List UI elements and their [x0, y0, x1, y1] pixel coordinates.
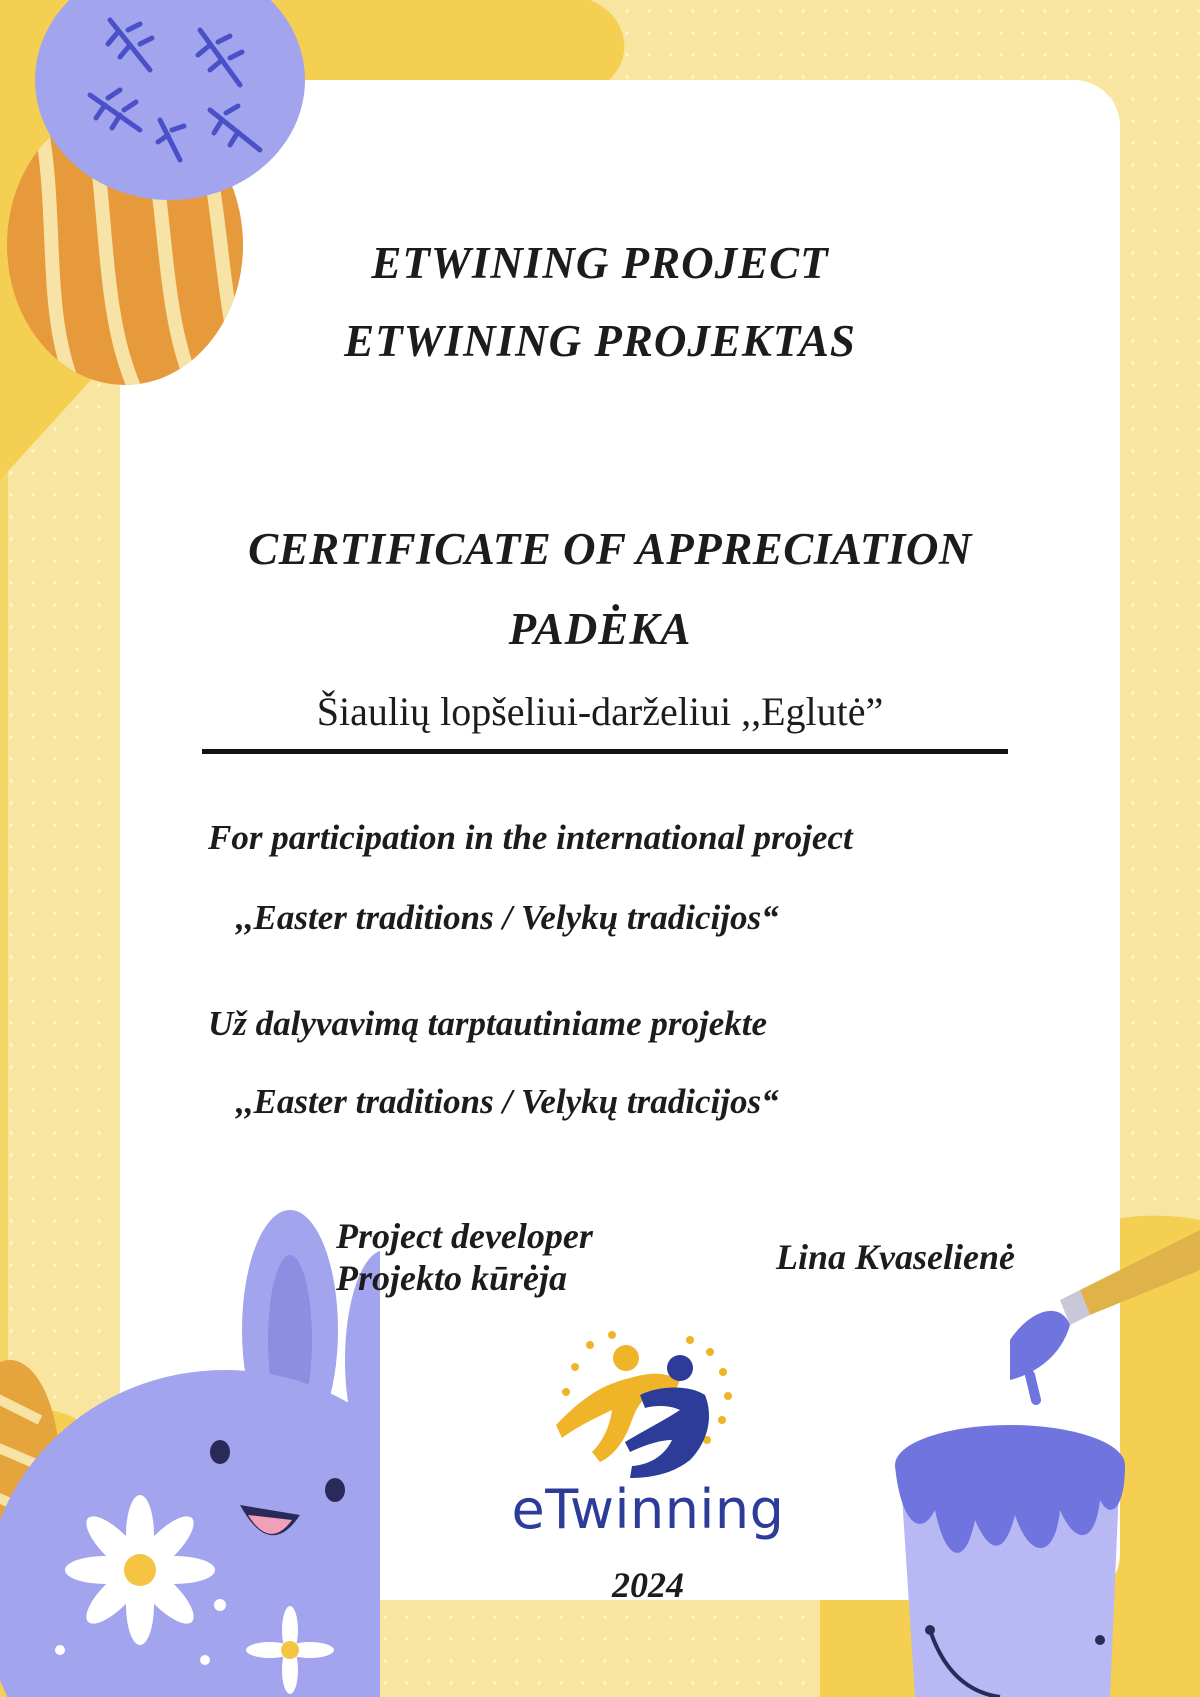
certificate-title-lt: PADĖKA [508, 604, 692, 654]
signature-role-en: Project developer [336, 1216, 593, 1256]
header-line-en: ETWINING PROJECT [371, 238, 829, 288]
signature-name: Lina Kvaselienė [776, 1237, 1015, 1277]
recipient-underline [202, 749, 1008, 754]
etwinning-logo-text: eTwinning [511, 1478, 785, 1541]
signature-role-lt: Projekto kūrėja [336, 1258, 567, 1298]
header-line-lt: ETWINING PROJEKTAS [344, 316, 856, 366]
participation-line-en: For participation in the international project [208, 818, 853, 857]
project-name-lt: ,,Easter traditions / Velykų tradicijos“ [236, 1082, 779, 1121]
project-name-en: ,,Easter traditions / Velykų tradicijos“ [236, 898, 779, 937]
participation-line-lt: Už dalyvavimą tarptautiniame projekte [208, 1004, 767, 1043]
certificate-title-en: CERTIFICATE OF APPRECIATION [248, 524, 972, 574]
recipient-name: Šiaulių lopšeliui-darželiui ,,Eglutė” [316, 689, 884, 734]
certificate-year: 2024 [612, 1565, 684, 1605]
